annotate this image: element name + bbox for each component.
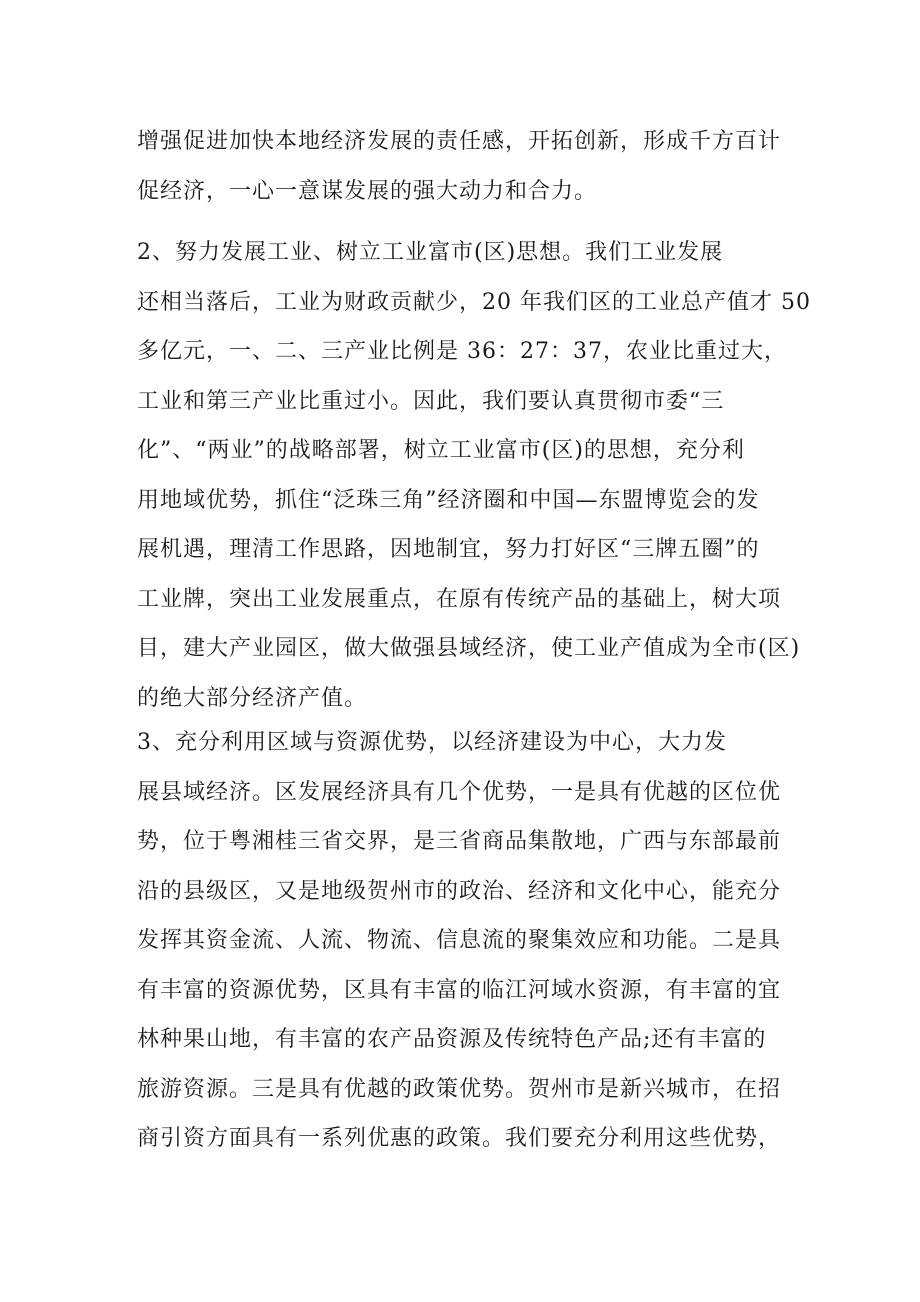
text-line: 展县域经济。区发展经济具有几个优势，一是具有优越的区位优 <box>137 779 782 805</box>
paragraph-continuation <box>137 117 787 216</box>
text-line: 增强促进加快本地经济发展的责任感，开拓创新，形成千方百计 <box>137 129 782 154</box>
text-line: 林种果山地，有丰富的农产品资源及传统特色产品;还有丰富的 <box>137 1027 767 1052</box>
text-line: 用地域优势，抓住“泛珠三角”经济圈和中国—东盟博览会的发 <box>137 487 760 513</box>
text-line: 的绝大部分经济产值。 <box>137 685 368 711</box>
paragraph-item-3 <box>137 718 787 1164</box>
text-line: 工业牌，突出工业发展重点，在原有传统产品的基础上，树大项 <box>137 586 782 612</box>
text-line: 目，建大产业园区，做大做强县域经济，使工业产值成为全市(区) <box>137 636 801 661</box>
text-line: 工业和第三产业比重过小。因此，我们要认真贯彻市委“三 <box>137 388 725 414</box>
text-line: 多亿元，一、二、三产业比例是 36：27：37，农业比重过大， <box>137 339 787 364</box>
text-line: 有丰富的资源优势，区具有丰富的临江河域水资源，有丰富的宜 <box>137 977 782 1003</box>
text-line: 商引资方面具有一系列优惠的政策。我们要充分利用这些优势， <box>137 1126 782 1151</box>
text-line: 展机遇，理清工作思路，因地制宜，努力打好区“三牌五圈”的 <box>137 537 760 562</box>
text-line: 2、努力发展工业、树立工业富市(区)思想。我们工业发展 <box>137 240 724 265</box>
text-line: 旅游资源。三是具有优越的政策优势。贺州市是新兴城市，在招 <box>137 1076 782 1102</box>
text-line: 势，位于粤湘桂三省交界，是三省商品集散地，广西与东部最前 <box>137 829 782 854</box>
paragraph-item-2 <box>137 228 811 723</box>
text-line: 发挥其资金流、人流、物流、信息流的聚集效应和功能。二是具 <box>137 928 782 953</box>
text-line: 3、充分利用区域与资源优势，以经济建设为中心，大力发 <box>137 730 727 755</box>
text-line: 沿的县级区，又是地级贺州市的政治、经济和文化中心，能充分 <box>137 878 782 904</box>
text-line: 还相当落后，工业为财政贡献少，20 年我们区的工业总产值才 50 <box>137 289 811 315</box>
text-line: 促经济，一心一意谋发展的强大动力和合力。 <box>137 178 598 204</box>
text-line: 化”、“两业”的战略部署，树立工业富市(区)的思想，充分利 <box>137 438 745 463</box>
